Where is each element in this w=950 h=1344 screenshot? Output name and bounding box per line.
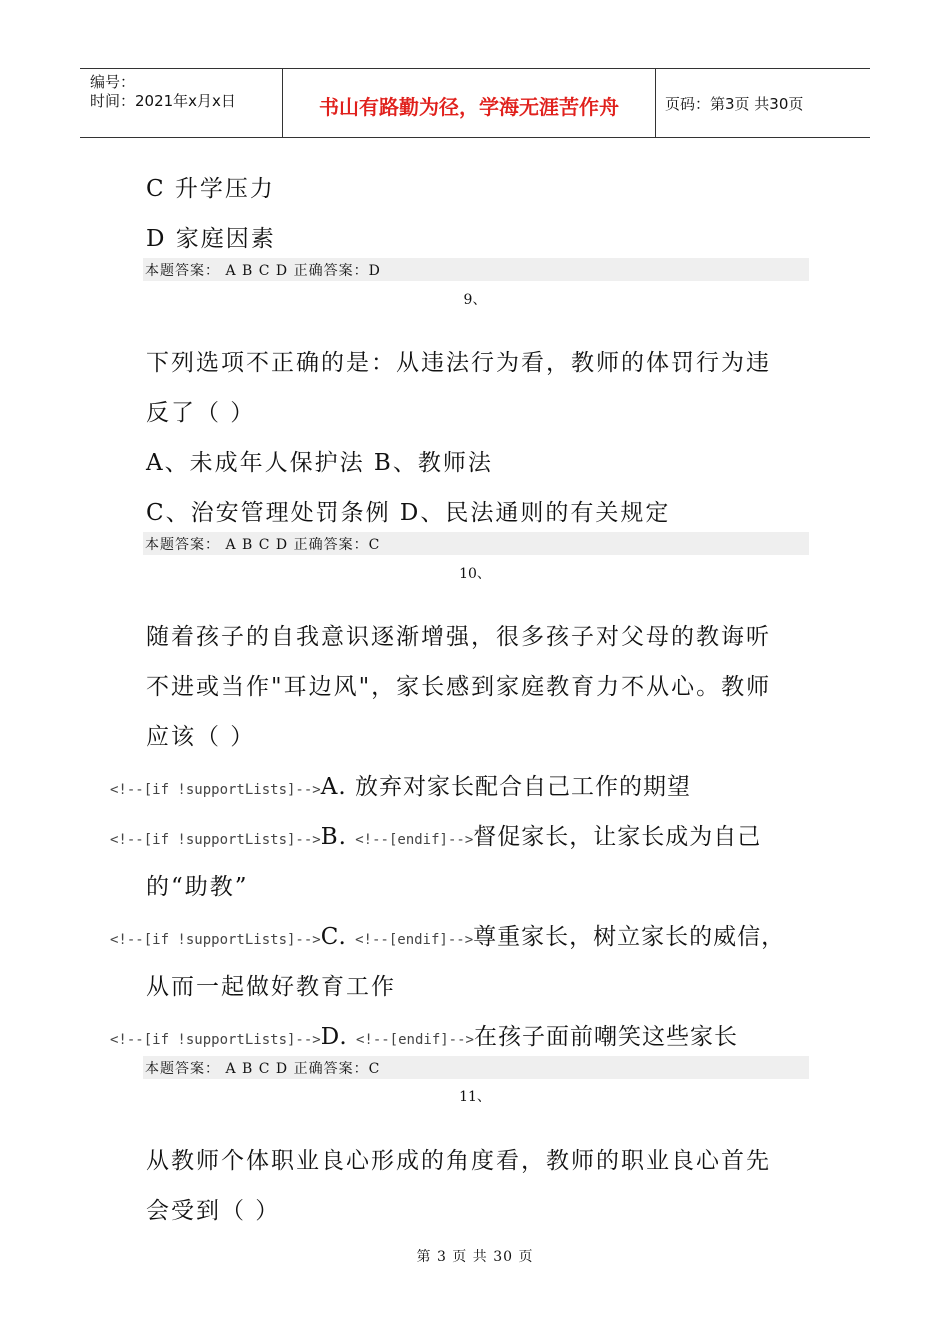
q10-option-c-cont: 从而一起做好教育工作	[146, 974, 396, 1000]
q10-stem-line3: 应该（ ）	[146, 724, 256, 750]
option-text: A. 放弃对家长配合自己工作的期望	[320, 774, 691, 800]
page-label: 页码：第3页 共30页	[665, 95, 804, 113]
endif-comment: <!--[endif]-->	[355, 932, 474, 948]
option-letter: D.	[320, 1024, 356, 1050]
q11-stem-line2: 会受到（ ）	[146, 1198, 281, 1224]
endif-comment: <!--[endif]-->	[355, 832, 474, 848]
q8-option-c: C 升学压力	[146, 176, 275, 202]
option-text: 督促家长，让家长成为自己	[473, 824, 762, 850]
q10-option-d	[110, 1018, 738, 1051]
q10-answer: 本题答案： A B C D 正确答案：C	[143, 1056, 809, 1079]
time-label: 时间：2021年x月x日	[90, 92, 236, 110]
endif-comment: <!--[endif]-->	[355, 1032, 474, 1048]
q9-options-line1: A、未成年人保护法 B、教师法	[146, 450, 493, 476]
q10-number: 10、	[459, 566, 491, 582]
option-letter: B.	[320, 824, 356, 850]
q10-option-c	[110, 918, 785, 951]
q10-option-b-cont: 的“助教”	[146, 874, 249, 900]
option-text: 在孩子面前嘲笑这些家长	[473, 1024, 738, 1050]
q9-number: 9、	[463, 292, 487, 308]
list-comment: <!--[if !supportLists]-->	[110, 832, 321, 848]
option-text: 尊重家长，树立家长的威信，	[473, 924, 786, 950]
q8-answer: 本题答案： A B C D 正确答案：D	[143, 258, 809, 281]
list-comment: <!--[if !supportLists]-->	[110, 782, 321, 798]
q10-stem-line1: 随着孩子的自我意识逐渐增强，很多孩子对父母的教诲听	[146, 624, 771, 650]
q9-options-line2: C、治安管理处罚条例 D、民法通则的有关规定	[146, 500, 671, 526]
q9-answer: 本题答案： A B C D 正确答案：C	[143, 532, 809, 555]
number-label: 编号：	[90, 73, 136, 91]
q9-stem-line1: 下列选项不正确的是：从违法行为看，教师的体罚行为违	[146, 350, 771, 376]
header-info-cell	[80, 69, 283, 137]
q10-option-a	[110, 768, 691, 801]
q9-stem-line2: 反了（ ）	[146, 400, 256, 426]
page-header	[80, 68, 870, 138]
q10-option-b	[110, 818, 761, 851]
q8-option-d: D 家庭因素	[146, 226, 276, 252]
header-motto-cell	[283, 69, 656, 137]
q11-number: 11、	[459, 1089, 491, 1105]
q11-stem-line1: 从教师个体职业良心形成的角度看，教师的职业良心首先	[146, 1148, 771, 1174]
motto-text: 书山有路勤为径，学海无涯苦作舟	[319, 95, 619, 119]
list-comment: <!--[if !supportLists]-->	[110, 1032, 321, 1048]
page-footer: 第 3 页 共 30 页	[416, 1249, 534, 1265]
list-comment: <!--[if !supportLists]-->	[110, 932, 321, 948]
option-letter: C.	[320, 924, 356, 950]
q10-stem-line2: 不进或当作"耳边风"，家长感到家庭教育力不从心。教师	[146, 674, 772, 700]
